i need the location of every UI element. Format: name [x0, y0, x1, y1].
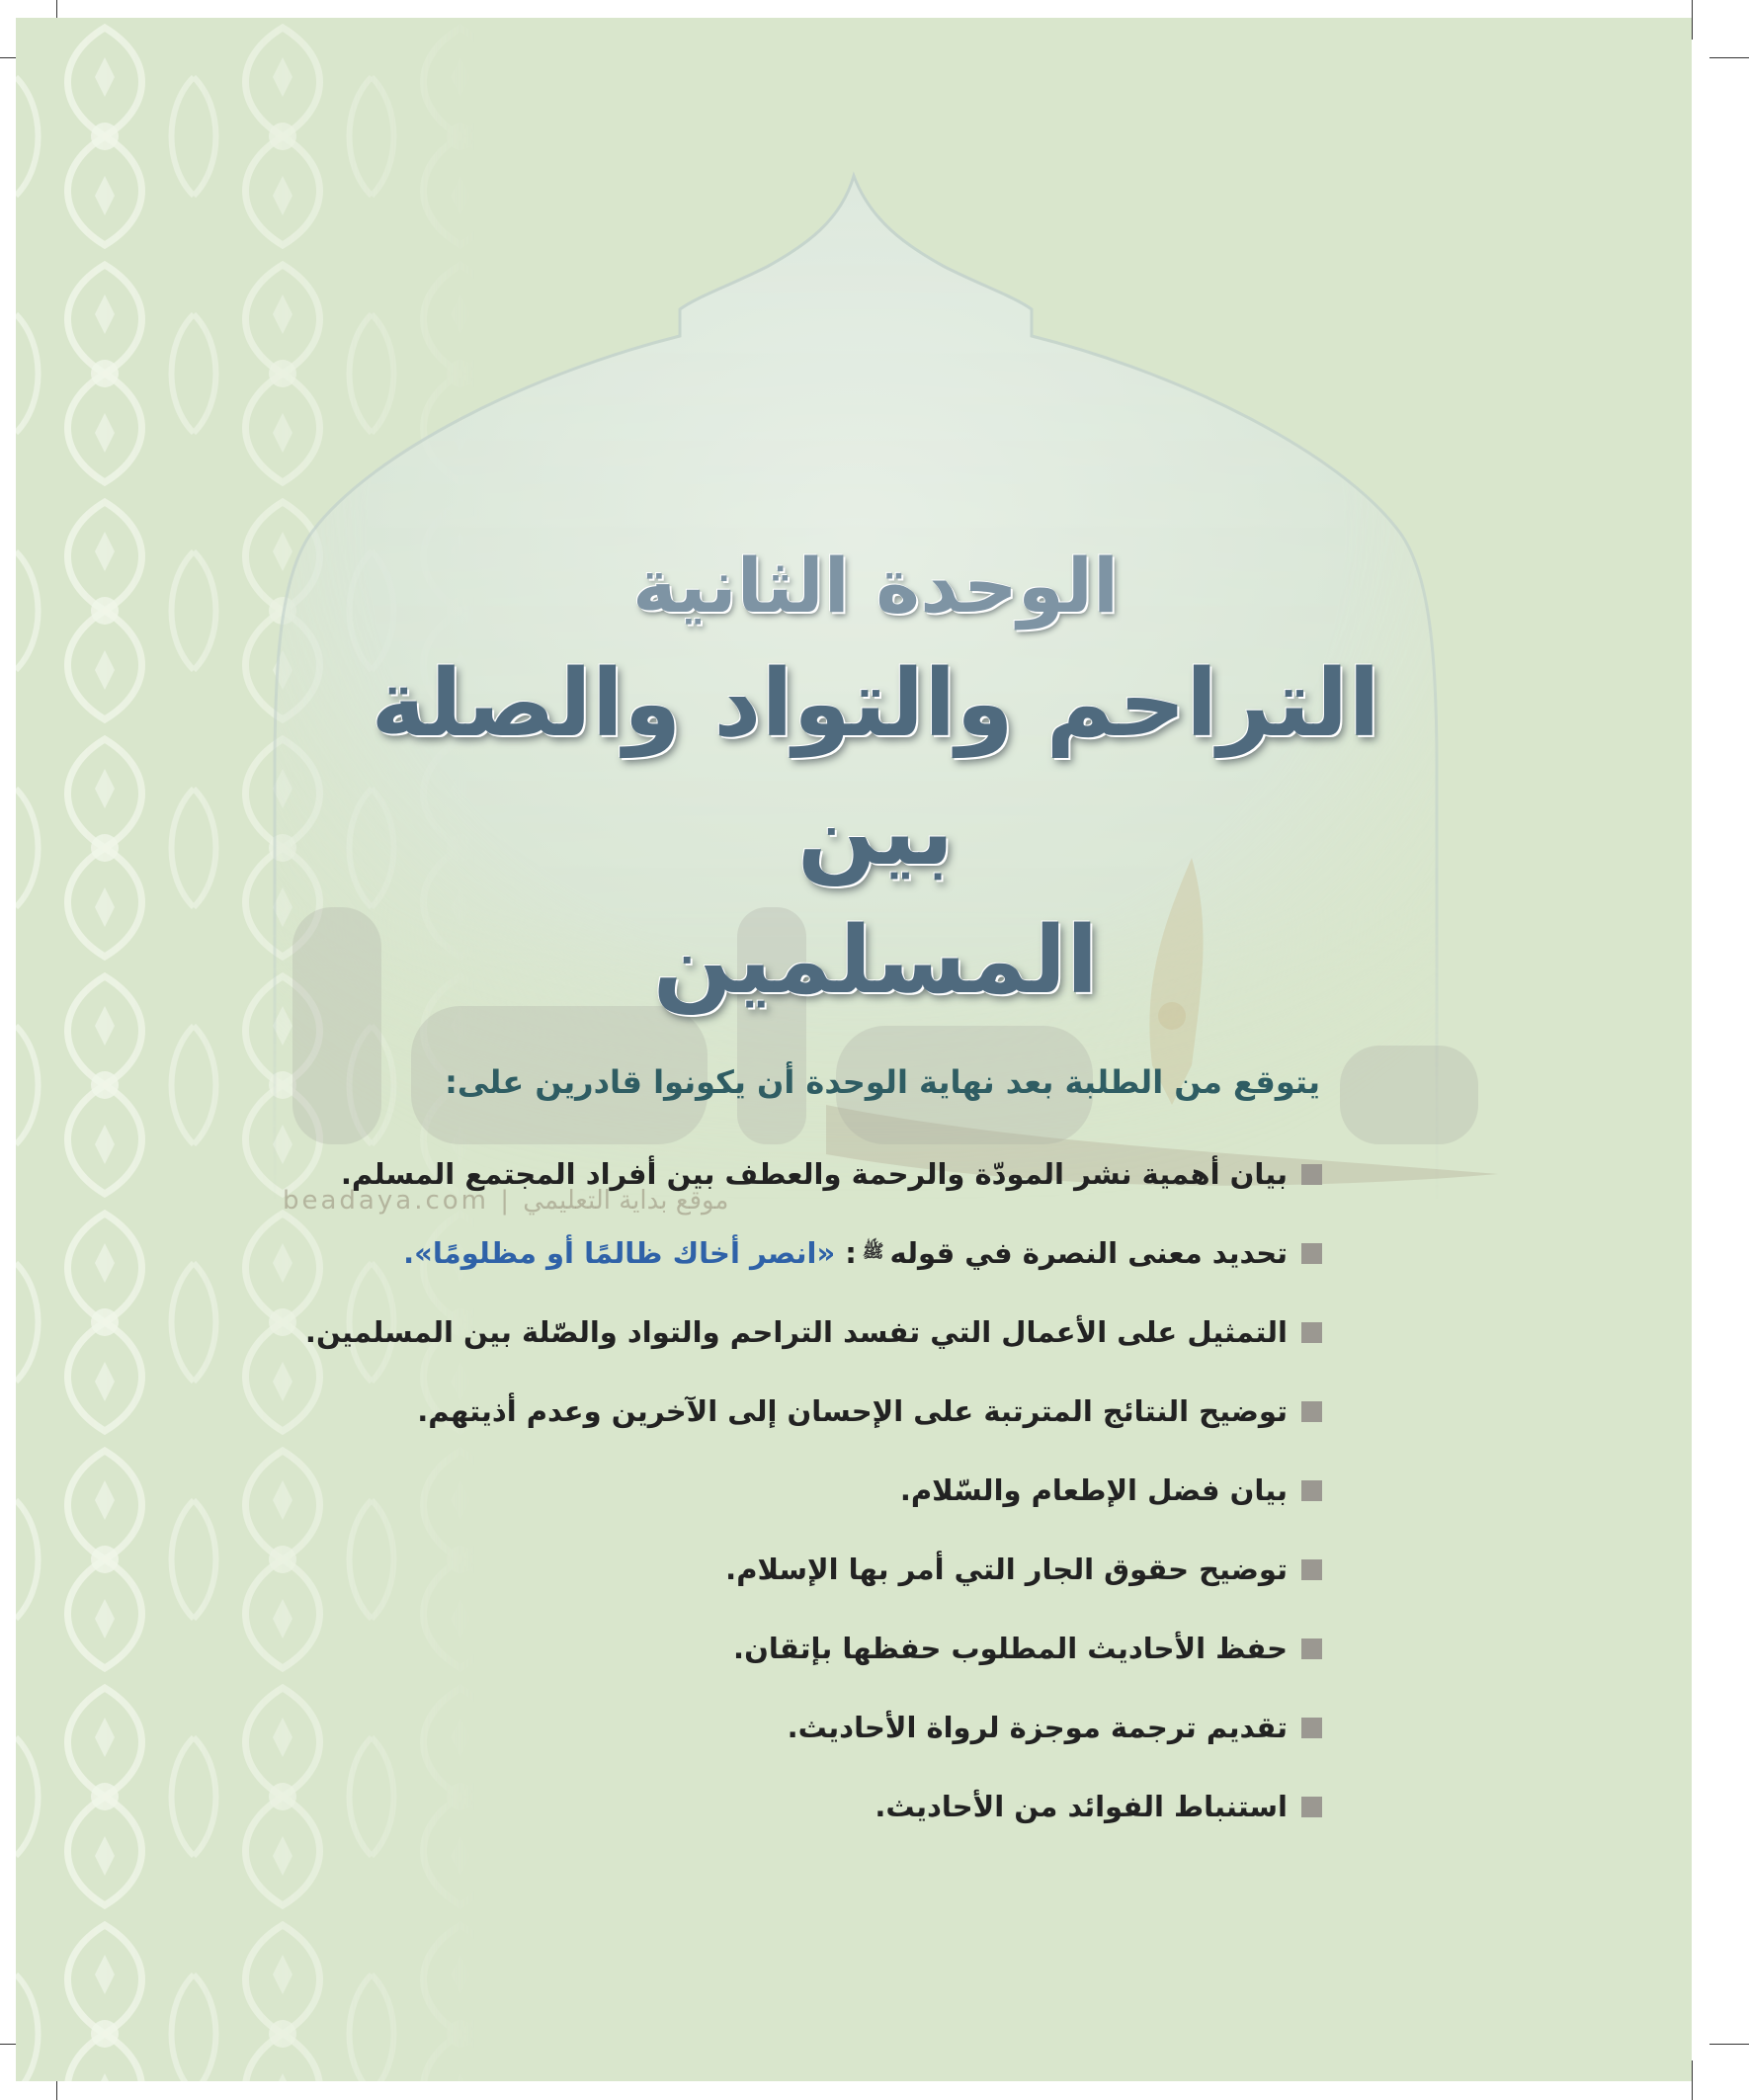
unit-title-line-2: المسلمين — [652, 907, 1099, 1015]
pbuh-honorific: ﷺ — [862, 1241, 884, 1262]
unit-cover-page — [16, 18, 1692, 2081]
square-bullet-icon — [1301, 1480, 1322, 1501]
objective-item — [305, 1530, 1322, 1609]
objective-text: حفظ الأحاديث المطلوب حفظها بإتقان. — [733, 1632, 1288, 1665]
objectives-intro: يتوقع من الطلبة بعد نهاية الوحدة أن يكونوا قادرين على: — [445, 1063, 1320, 1101]
objective-item — [305, 1293, 1322, 1372]
objective-item — [305, 1688, 1322, 1767]
square-bullet-icon — [1301, 1401, 1322, 1422]
hadith-quote: «انصر أخاك ظالمًا أو مظلومًا». — [403, 1236, 836, 1270]
objective-text: بيان أهمية نشر المودّة والرحمة والعطف بين أفراد المجتمع المسلم. — [340, 1157, 1288, 1191]
objective-text: استنباط الفوائد من الأحاديث. — [874, 1790, 1288, 1823]
crop-mark — [1692, 2060, 1693, 2100]
crop-mark — [1709, 2044, 1749, 2045]
objective-item — [305, 1134, 1322, 1214]
square-bullet-icon — [1301, 1797, 1322, 1817]
unit-title-line-1: التراحم والتواد والصلة بين — [371, 650, 1380, 886]
objective-text: توضيح حقوق الجار التي أمر بها الإسلام. — [725, 1553, 1288, 1586]
objective-item — [305, 1767, 1322, 1846]
square-bullet-icon — [1301, 1718, 1322, 1738]
unit-title-block — [292, 532, 1458, 1026]
objective-item — [305, 1451, 1322, 1530]
square-bullet-icon — [1301, 1559, 1322, 1580]
objective-item — [305, 1214, 1322, 1293]
objective-colon: : — [845, 1236, 857, 1270]
square-bullet-icon — [1301, 1243, 1322, 1264]
square-bullet-icon — [1301, 1322, 1322, 1343]
objective-text: تقديم ترجمة موجزة لرواة الأحاديث. — [787, 1711, 1288, 1744]
unit-label: الوحدة الثانية — [631, 542, 1120, 630]
objectives-list — [305, 1134, 1322, 1846]
crop-mark — [1709, 57, 1749, 58]
watermark-url: beadaya.com | موقع بداية التعليمي — [283, 1186, 729, 1216]
square-bullet-icon — [1301, 1638, 1322, 1659]
objective-text: تحديد معنى النصرة في قوله — [889, 1236, 1288, 1270]
square-bullet-icon — [1301, 1164, 1322, 1185]
objective-text: التمثيل على الأعمال التي تفسد التراحم والتواد والصّلة بين المسلمين. — [304, 1315, 1288, 1349]
objective-item — [305, 1609, 1322, 1688]
objective-text: بيان فضل الإطعام والسّلام. — [899, 1473, 1288, 1507]
objective-text: توضيح النتائج المترتبة على الإحسان إلى الآخرين وعدم أذيتهم. — [417, 1394, 1288, 1428]
objective-item — [305, 1372, 1322, 1451]
crop-mark — [1692, 0, 1693, 40]
